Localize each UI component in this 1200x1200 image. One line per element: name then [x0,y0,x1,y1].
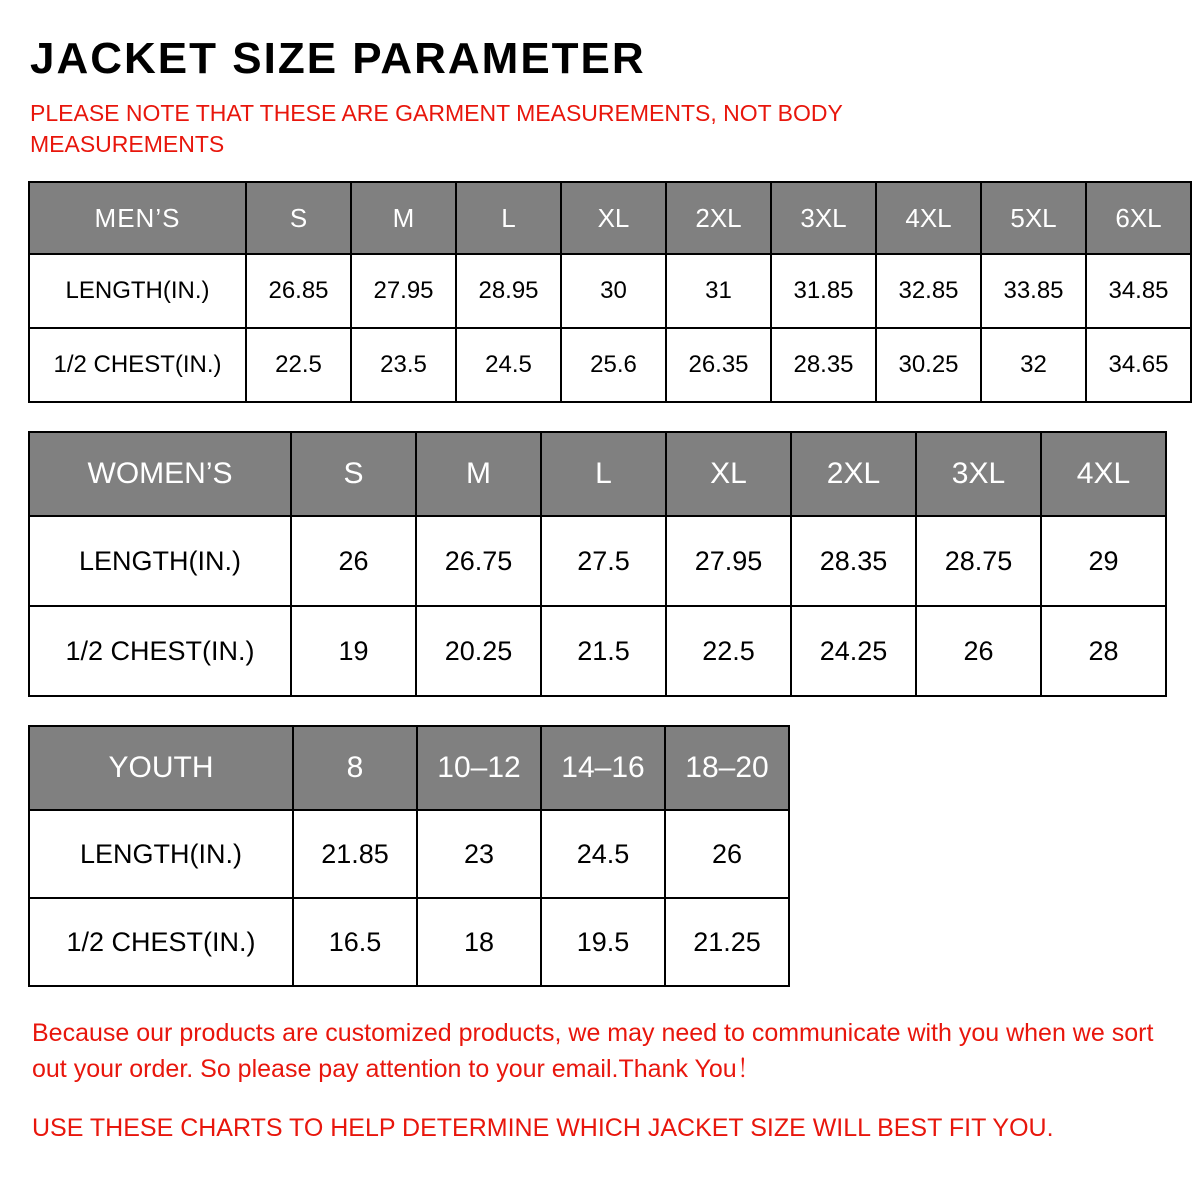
table-header-row [29,432,1166,516]
cell-value: 24.5 [456,328,561,402]
cell-value: 22.5 [246,328,351,402]
cell-value: 26 [291,516,416,606]
mens-table-label: MEN’S [29,182,246,254]
row-label: 1/2 CHEST(IN.) [29,606,291,696]
table-row [29,328,1191,402]
cell-value: 32 [981,328,1086,402]
mens-size-header: 4XL [876,182,981,254]
cell-value: 27.95 [351,254,456,328]
row-label: 1/2 CHEST(IN.) [29,898,293,986]
cell-value: 28.35 [771,328,876,402]
cell-value: 28.95 [456,254,561,328]
table-row [29,810,789,898]
cell-value: 28.35 [791,516,916,606]
youth-size-header: 14–16 [541,726,665,810]
youth-size-header: 18–20 [665,726,789,810]
cell-value: 20.25 [416,606,541,696]
cell-value: 25.6 [561,328,666,402]
mens-size-table [28,181,1192,403]
cell-value: 19.5 [541,898,665,986]
cell-value: 24.5 [541,810,665,898]
table-row [29,254,1191,328]
cell-value: 34.85 [1086,254,1191,328]
cell-value: 26.85 [246,254,351,328]
mens-size-header: 6XL [1086,182,1191,254]
cell-value: 23 [417,810,541,898]
page-title: JACKET SIZE PARAMETER [30,34,646,83]
cell-value: 21.5 [541,606,666,696]
cell-value: 26 [916,606,1041,696]
cell-value: 34.65 [1086,328,1191,402]
cell-value: 16.5 [293,898,417,986]
cell-value: 26 [665,810,789,898]
cell-value: 27.95 [666,516,791,606]
cell-value: 26.35 [666,328,771,402]
cell-value: 26.75 [416,516,541,606]
row-label: LENGTH(IN.) [29,516,291,606]
womens-size-header: XL [666,432,791,516]
cell-value: 19 [291,606,416,696]
table-header-row [29,726,789,810]
mens-size-header: 2XL [666,182,771,254]
mens-size-header: M [351,182,456,254]
cell-value: 21.25 [665,898,789,986]
table-row [29,606,1166,696]
womens-size-header: M [416,432,541,516]
cell-value: 31 [666,254,771,328]
youth-size-header: 8 [293,726,417,810]
cell-value: 27.5 [541,516,666,606]
cell-value: 23.5 [351,328,456,402]
cell-value: 22.5 [666,606,791,696]
cell-value: 29 [1041,516,1166,606]
womens-size-header: 4XL [1041,432,1166,516]
cell-value: 21.85 [293,810,417,898]
womens-size-header: S [291,432,416,516]
cell-value: 33.85 [981,254,1086,328]
row-label: LENGTH(IN.) [29,810,293,898]
womens-table-label: WOMEN’S [29,432,291,516]
youth-size-header: 10–12 [417,726,541,810]
cell-value: 28.75 [916,516,1041,606]
mens-size-header: 3XL [771,182,876,254]
chart-usage-note: USE THESE CHARTS TO HELP DETERMINE WHICH JACKET SIZE WILL BEST FIT YOU. [32,1113,1054,1142]
womens-size-table [28,431,1167,697]
cell-value: 30 [561,254,666,328]
youth-table-label: YOUTH [29,726,293,810]
mens-size-header: S [246,182,351,254]
womens-size-header: 3XL [916,432,1041,516]
cell-value: 24.25 [791,606,916,696]
row-label: LENGTH(IN.) [29,254,246,328]
table-row [29,516,1166,606]
table-header-row [29,182,1191,254]
garment-measurement-note: PLEASE NOTE THAT THESE ARE GARMENT MEASUREMENTS, NOT BODY MEASUREMENTS [30,100,843,157]
cell-value: 30.25 [876,328,981,402]
mens-size-header: 5XL [981,182,1086,254]
customization-note: Because our products are customized products, we may need to communicate with you when we sort out your order. So please pay attention to your email.Thank You！ [32,1019,1154,1084]
table-row [29,898,789,986]
mens-size-header: XL [561,182,666,254]
womens-size-header: 2XL [791,432,916,516]
youth-size-table [28,725,790,987]
cell-value: 18 [417,898,541,986]
womens-size-header: L [541,432,666,516]
mens-size-header: L [456,182,561,254]
row-label: 1/2 CHEST(IN.) [29,328,246,402]
cell-value: 32.85 [876,254,981,328]
cell-value: 31.85 [771,254,876,328]
cell-value: 28 [1041,606,1166,696]
